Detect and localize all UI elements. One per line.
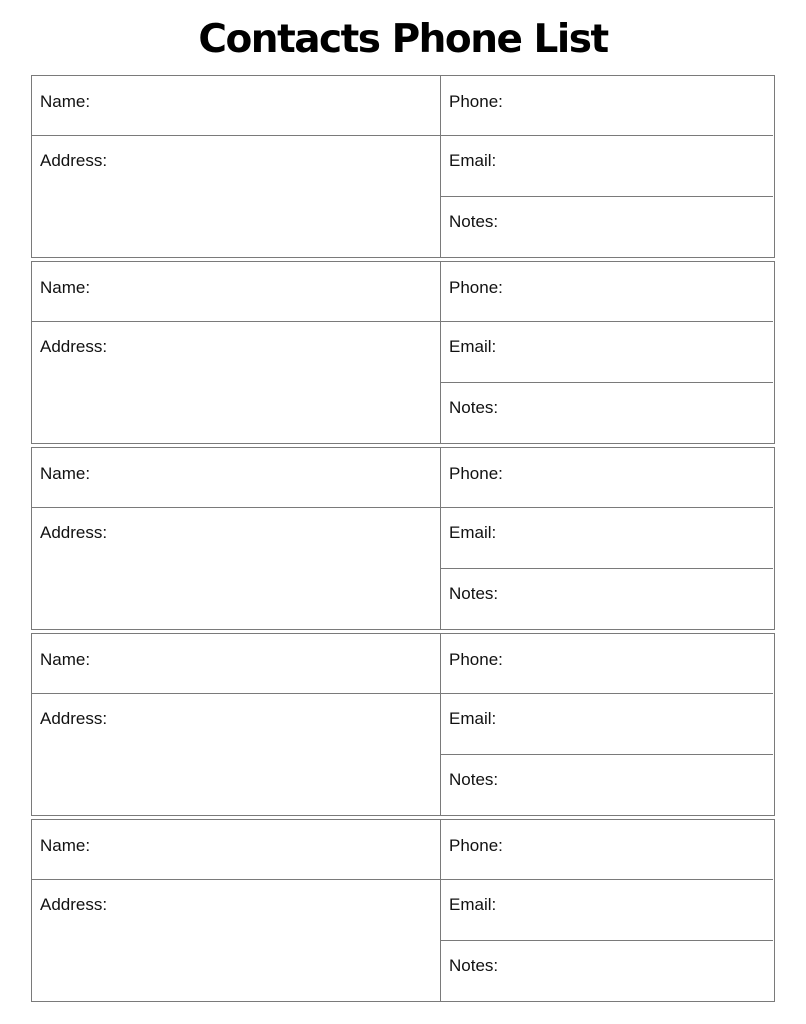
email-label: Email: — [449, 337, 497, 356]
phone-field[interactable] — [441, 262, 773, 322]
name-field[interactable] — [32, 820, 441, 880]
name-label: Name: — [40, 836, 91, 855]
address-label: Address: — [40, 709, 108, 728]
name-field[interactable] — [32, 262, 441, 322]
name-label: Name: — [40, 650, 91, 669]
name-field[interactable] — [32, 76, 441, 136]
notes-field[interactable] — [441, 383, 773, 443]
email-field[interactable] — [441, 880, 773, 941]
email-label: Email: — [449, 523, 497, 542]
phone-field[interactable] — [441, 76, 773, 136]
notes-field[interactable] — [441, 197, 773, 257]
notes-label: Notes: — [449, 770, 499, 789]
email-label: Email: — [449, 151, 497, 170]
name-label: Name: — [40, 278, 91, 297]
address-label: Address: — [40, 151, 108, 170]
name-label: Name: — [40, 92, 91, 111]
email-field[interactable] — [441, 694, 773, 755]
email-field[interactable] — [441, 136, 773, 197]
address-field[interactable] — [32, 880, 441, 1001]
address-field[interactable] — [32, 322, 441, 443]
contact-card-4 — [31, 633, 775, 816]
name-field[interactable] — [32, 634, 441, 694]
phone-field[interactable] — [441, 634, 773, 694]
email-label: Email: — [449, 895, 497, 914]
notes-label: Notes: — [449, 956, 499, 975]
phone-field[interactable] — [441, 820, 773, 880]
address-field[interactable] — [32, 508, 441, 629]
contact-list — [31, 75, 775, 1005]
address-label: Address: — [40, 337, 108, 356]
email-label: Email: — [449, 709, 497, 728]
address-field[interactable] — [32, 136, 441, 257]
page-title: Contacts Phone List — [198, 17, 608, 62]
notes-label: Notes: — [449, 398, 499, 417]
phone-label: Phone: — [449, 92, 503, 111]
notes-label: Notes: — [449, 584, 499, 603]
contact-card-5 — [31, 819, 775, 1002]
contact-card-2 — [31, 261, 775, 444]
address-label: Address: — [40, 895, 108, 914]
name-label: Name: — [40, 464, 91, 483]
notes-label: Notes: — [449, 212, 499, 231]
phone-label: Phone: — [449, 650, 503, 669]
address-label: Address: — [40, 523, 108, 542]
contact-card-3 — [31, 447, 775, 630]
email-field[interactable] — [441, 322, 773, 383]
contact-card-1 — [31, 75, 775, 258]
phone-label: Phone: — [449, 278, 503, 297]
notes-field[interactable] — [441, 941, 773, 1001]
name-field[interactable] — [32, 448, 441, 508]
phone-label: Phone: — [449, 836, 503, 855]
phone-field[interactable] — [441, 448, 773, 508]
notes-field[interactable] — [441, 569, 773, 629]
phone-label: Phone: — [449, 464, 503, 483]
address-field[interactable] — [32, 694, 441, 815]
notes-field[interactable] — [441, 755, 773, 815]
email-field[interactable] — [441, 508, 773, 569]
